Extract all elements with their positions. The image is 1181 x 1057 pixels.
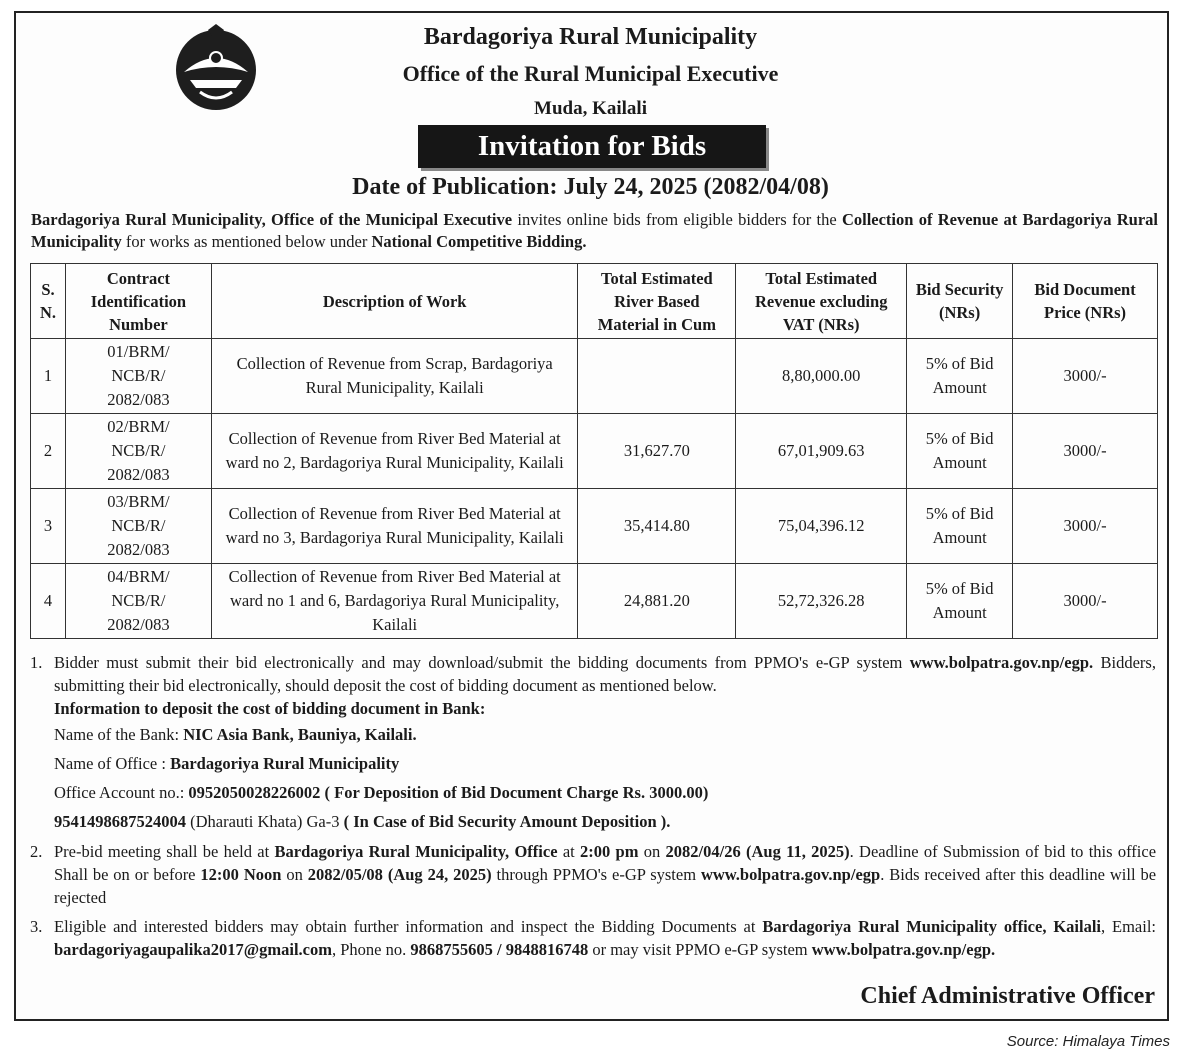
intro-work: Collection of Revenue at Bardagoriya Rural Municipality [31, 210, 1158, 251]
cell-sn: 1 [31, 339, 66, 414]
note-text-part: or may visit PPMO e-GP system [588, 940, 812, 959]
security-account-note: ( In Case of Bid Security Amount Deposition ). [343, 812, 671, 831]
intro-text: invites online bids from eligible bidders for the [512, 210, 842, 229]
col-header-description: Description of Work [211, 264, 578, 339]
note-text-part: , Email: [1101, 917, 1156, 936]
cell-material: 35,414.80 [578, 489, 736, 564]
prebid-venue: Bardagoriya Rural Municipality, Office [274, 842, 558, 861]
note-number: 2. [30, 842, 43, 861]
table-row [31, 339, 1158, 414]
cell-contract [65, 414, 211, 489]
contract-line: NCB/R/ [111, 366, 166, 385]
contract-line: 2082/083 [107, 465, 170, 484]
cell-material: 24,881.20 [578, 564, 736, 639]
account-line [30, 778, 1156, 807]
contract-line: 04/BRM/ [107, 567, 170, 586]
table-row [31, 414, 1158, 489]
note-text-part: at [557, 842, 581, 861]
cell-security: 5% of Bid Amount [907, 414, 1013, 489]
publication-date: Date of Publication: July 24, 2025 (2082/04/08) [352, 174, 829, 200]
egp-url: www.bolpatra.gov.np/egp [700, 865, 881, 884]
account-label: Office Account no.: [54, 783, 189, 802]
contract-line: 03/BRM/ [107, 492, 170, 511]
cell-price: 3000/- [1013, 414, 1158, 489]
col-header-contract: Contract Identification Number [65, 264, 211, 339]
deadline-date: 2082/05/08 (Aug 24, 2025) [307, 865, 492, 884]
cell-sn: 2 [31, 414, 66, 489]
intro-bidding-type: National Competitive Bidding. [371, 232, 587, 251]
contract-line: 02/BRM/ [107, 417, 170, 436]
cell-contract [65, 489, 211, 564]
col-header-price: Bid Document Price (NRs) [1013, 264, 1158, 339]
bank-name-label: Name of the Bank: [54, 725, 184, 744]
col-header-revenue: Total Estimated Revenue excluding VAT (NRs) [736, 264, 907, 339]
notes-section [30, 651, 1156, 961]
contract-line: NCB/R/ [111, 516, 166, 535]
cell-material [578, 339, 736, 414]
cell-price: 3000/- [1013, 339, 1158, 414]
note-text [54, 840, 1156, 909]
note-3 [30, 915, 1156, 961]
account-value: 0952050028226002 ( For Deposition of Bid Document Charge Rs. 3000.00) [188, 783, 709, 802]
contract-line: 2082/083 [107, 390, 170, 409]
cell-contract [65, 339, 211, 414]
office-location: Muda, Kailali [534, 98, 647, 119]
contract-line: 2082/083 [107, 540, 170, 559]
security-account-line [30, 807, 1156, 836]
bank-name-line [30, 720, 1156, 749]
contact-email: bardagoriyagaupalika2017@gmail.com [54, 940, 332, 959]
security-account-label: (Dharauti Khata) Ga-3 [186, 812, 344, 831]
note-text-part: . Bids received after this deadline will be rejected [54, 865, 1157, 907]
contract-line: NCB/R/ [111, 591, 166, 610]
cell-security: 5% of Bid Amount [907, 564, 1013, 639]
cell-security: 5% of Bid Amount [907, 339, 1013, 414]
deadline-time: 12:00 Noon [200, 865, 282, 884]
cell-security: 5% of Bid Amount [907, 489, 1013, 564]
table-row [31, 489, 1158, 564]
cell-price: 3000/- [1013, 489, 1158, 564]
egp-url: www.bolpatra.gov.np/egp. [811, 940, 996, 959]
security-account-number: 9541498687524004 [54, 812, 186, 831]
cell-revenue: 75,04,396.12 [736, 489, 907, 564]
cell-description: Collection of Revenue from River Bed Material at ward no 2, Bardagoriya Rural Municipality, Kailali [211, 414, 578, 489]
office-name-label: Name of Office : [54, 754, 171, 773]
prebid-time: 2:00 pm [580, 842, 639, 861]
contract-line: NCB/R/ [111, 441, 166, 460]
intro-paragraph [31, 209, 1158, 253]
cell-sn: 3 [31, 489, 66, 564]
cell-contract [65, 564, 211, 639]
note-text-part: Bidders, submitting their bid electronically, should deposit the cost of bidding document as mentioned below. [54, 653, 1156, 695]
col-header-sn: S. N. [31, 264, 66, 339]
note-text-part: . Deadline of Submission of bid to this office Shall be on or before [54, 842, 1157, 884]
note-number: 3. [30, 917, 43, 936]
cell-sn: 4 [31, 564, 66, 639]
note-text-part: , Phone no. [332, 940, 411, 959]
contact-phone: 9868755605 / 9848816748 [410, 940, 589, 959]
note-text-part: on [638, 842, 666, 861]
note-text [54, 915, 1156, 961]
source-credit: Source: Himalaya Times [1006, 1033, 1170, 1050]
note-text-part: on [281, 865, 308, 884]
note-2 [30, 840, 1156, 909]
notice-title: Invitation for Bids [418, 125, 766, 168]
cell-description: Collection of Revenue from River Bed Material at ward no 3, Bardagoriya Rural Municipality, Kailali [211, 489, 578, 564]
table-row [31, 564, 1158, 639]
contract-line: 2082/083 [107, 615, 170, 634]
note-text-part: Eligible and interested bidders may obtain further information and inspect the Bidding Documents at [54, 917, 763, 936]
cell-price: 3000/- [1013, 564, 1158, 639]
office-name-value: Bardagoriya Rural Municipality [170, 754, 400, 773]
signatory-title: Chief Administrative Officer [860, 983, 1155, 1009]
egp-url: www.bolpatra.gov.np/egp. [909, 653, 1094, 672]
note-text-part: through PPMO's e-GP system [491, 865, 701, 884]
cell-material: 31,627.70 [578, 414, 736, 489]
intro-office: Bardagoriya Rural Municipality, Office of the Municipal Executive [31, 210, 513, 229]
note-number: 1. [30, 653, 43, 672]
inspection-venue: Bardagoriya Rural Municipality office, Kailali [762, 917, 1101, 936]
cell-revenue: 67,01,909.63 [736, 414, 907, 489]
cell-description: Collection of Revenue from River Bed Material at ward no 1 and 6, Bardagoriya Rural Municipality, Kailali [211, 564, 578, 639]
note-text-part: Pre-bid meeting shall be held at [54, 842, 275, 861]
cell-description: Collection of Revenue from Scrap, Bardagoriya Rural Municipality, Kailali [211, 339, 578, 414]
intro-text: for works as mentioned below under [121, 232, 372, 251]
contract-line: 01/BRM/ [107, 342, 170, 361]
bids-table [30, 263, 1158, 639]
col-header-security: Bid Security (NRs) [907, 264, 1013, 339]
col-header-material: Total Estimated River Based Material in Cum [578, 264, 736, 339]
office-name: Office of the Rural Municipal Executive [402, 61, 779, 86]
note-1 [30, 651, 1156, 720]
cell-revenue: 8,80,000.00 [736, 339, 907, 414]
table-header-row [31, 264, 1158, 339]
note-text-part: Bidder must submit their bid electronically and may download/submit the bidding documents from PPMO's e-GP system [54, 653, 910, 672]
bank-name-value: NIC Asia Bank, Bauniya, Kailali. [183, 725, 417, 744]
municipality-name: Bardagoriya Rural Municipality [423, 24, 758, 50]
office-name-line [30, 749, 1156, 778]
note-text [54, 651, 1156, 720]
bank-info-heading: Information to deposit the cost of bidding document in Bank: [54, 699, 486, 718]
prebid-date: 2082/04/26 (Aug 11, 2025) [665, 842, 850, 861]
cell-revenue: 52,72,326.28 [736, 564, 907, 639]
